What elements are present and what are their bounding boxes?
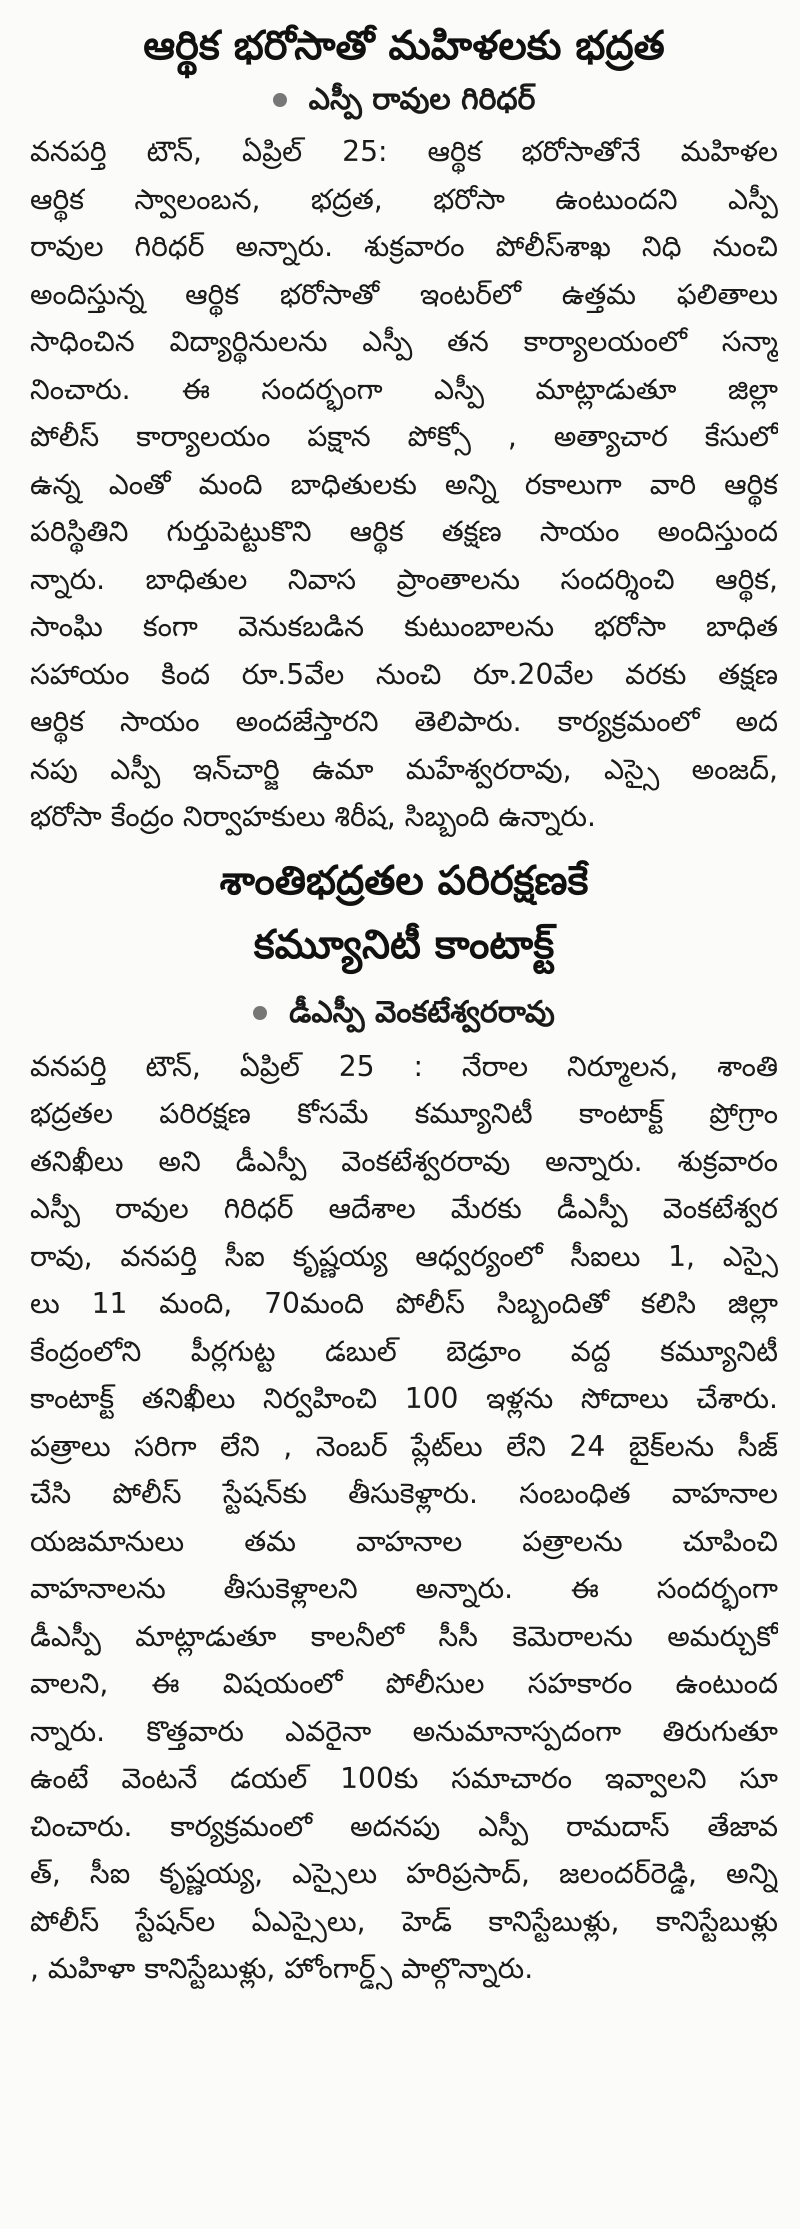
article2-headline [30,849,778,977]
bullet-icon [253,1006,267,1020]
article2-line: చేసి పోలీస్ స్టేషన్‌కు తీసుకెళ్లారు. సంబంధిత వాహనాల [30,1477,778,1510]
article2-line: వాలని, ఈ విషయంలో పోలీసుల సహకారం ఉంటుంద [30,1667,778,1700]
article2-line: , మహిళా కానిస్టేబుళ్లు, హోంగార్డ్స్ పాల్గొన్నారు. [30,1952,534,1985]
article2-line: ఎస్పీ రావుల గిరిధర్ ఆదేశాల మేరకు డీఎస్పీ వెంకటేశ్వర [30,1192,778,1225]
article2-byline-text: డీఎస్పీ వెంకటేశ్వరరావు [289,994,555,1030]
article1-line: సాధించిన విద్యార్థినులను ఎస్పీ తన కార్యాలయంలో సన్మా [30,325,778,358]
article2-line: తనిఖీలు అని డీఎస్పీ వెంకటేశ్వరరావు అన్నారు. శుక్రవారం [30,1144,778,1178]
article1-line: అందిస్తున్న ఆర్థిక భరోసాతో ఇంటర్‌లో ఉత్తమ ఫలితాలు [30,277,778,311]
article2-byline [30,991,778,1035]
article2-line: ఉంటే వెంటనే డయల్ 100కు సమాచారం ఇవ్వాలని సూ [30,1762,778,1795]
bullet-icon [273,93,287,107]
article2-line: కాంటాక్ట్ తనిఖీలు నిర్వహించి 100 ఇళ్లను సోదాలు చేశారు. [30,1382,778,1415]
article1-line: ఉన్న ఎంతో మంది బాధితులకు అన్ని రకాలుగా వారి ఆర్థిక [30,467,778,501]
article2-line: కేంద్రంలోని పీర్లగుట్ట డబుల్ బెడ్రూం వద్ద కమ్యూనిటీ [30,1334,778,1368]
article1-line: ఆర్థిక సాయం అందజేస్తారని తెలిపారు. కార్యక్రమంలో అద [30,705,778,738]
article2-line: రావు, వనపర్తి సీఐ కృష్ణయ్య ఆధ్వర్యంలో సీఐలు 1, ఎస్సై [30,1239,778,1273]
article1-line: పరిస్థితిని గుర్తుపెట్టుకొని ఆర్థిక తక్షణ సాయం అందిస్తుంద [30,515,778,548]
article1-body [30,128,778,841]
article2-line: లు 11 మంది, 70మంది పోలీస్ సిబ్బందితో కలిసి జిల్లా [30,1287,778,1320]
article2-line: భద్రతల పరిరక్షణ కోసమే కమ్యూనిటీ కాంటాక్ట్ ప్రోగ్రాం [30,1097,778,1130]
article1-line: ఆర్థిక స్వాలంబన, భద్రత, భరోసా ఉంటుందని ఎస్పీ [30,182,778,216]
article1-line: భరోసా కేంద్రం నిర్వాహకులు శిరీష, సిబ్బంది ఉన్నారు. [30,800,596,833]
article2-line: వాహనాలను తీసుకెళ్లాలని అన్నారు. ఈ సందర్భంగా [30,1572,778,1605]
article2-line: త్, సీఐ కృష్ణయ్య, ఎస్సైలు హరిప్రసాద్, జలందర్‌రెడ్డి, అన్ని [30,1857,778,1890]
article1-line: రావుల గిరిధర్ అన్నారు. శుక్రవారం పోలీస్‌శాఖ నిధి నుంచి [30,230,778,263]
article2-line: న్నారు. కొత్తవారు ఎవరైనా అనుమానాస్పదంగా తిరుగుతూ [30,1714,778,1748]
article1-byline-text: ఎస్పీ రావుల గిరిధర్ [308,82,536,117]
article2-headline-line2: కమ్యూనిటీ కాంటాక్ట్ [253,921,555,968]
article2-body [30,1043,778,1993]
article1-byline [30,78,778,122]
article2-line: డీఎస్పీ మాట్లాడుతూ కాలనీలో సీసీ కెమెరాలను అమర్చుకో [30,1619,778,1653]
article1-line: నపు ఎస్పీ ఇన్‌చార్జి ఉమా మహేశ్వరరావు, ఎస్సై అంజద్, [30,752,778,786]
article2-line: యజమానులు తమ వాహనాల పత్రాలను చూపించి [30,1524,778,1558]
article1-line: నించారు. ఈ సందర్భంగా ఎస్పీ మాట్లాడుతూ జిల్లా [30,372,778,406]
article2-line: చించారు. కార్యక్రమంలో అదనపు ఎస్పీ రామదాస్ తేజావ [30,1809,778,1843]
article1-line: సాంఘి కంగా వెనుకబడిన కుటుంబాలను భరోసా బాధిత [30,610,778,643]
article1-line: సహాయం కింద రూ.5వేల నుంచి రూ.20వేల వరకు తక్షణ [30,657,778,691]
article1-headline: ఆర్థిక భరోసాతో మహిళలకు భద్రత [143,23,665,69]
article1-line: వనపర్తి టౌన్, ఏప్రిల్ 25: ఆర్థిక భరోసాతోనే మహిళల [30,135,778,168]
article2-line: వనపర్తి టౌన్, ఏప్రిల్ 25 : నేరాల నిర్మూలన, శాంతి [30,1049,778,1083]
article2-line: పత్రాలు సరిగా లేని , నెంబర్ ప్లేట్‌లు లేని 24 బైక్‌లను సీజ్ [30,1429,778,1463]
article2-headline-line1: శాంతిభద్రతల పరిరక్షణకే [219,857,589,904]
article1-line: పోలీస్ కార్యాలయం పక్షాన పోక్సో , అత్యాచార కేసులో [30,420,778,453]
article2-line: పోలీస్ స్టేషన్‌ల ఏఎస్సైలు, హెడ్ కానిస్టేబుళ్లు, కానిస్టేబుళ్లు [30,1904,778,1938]
article1-line: న్నారు. బాధితుల నివాస ప్రాంతాలను సందర్శించి ఆర్థిక, [30,562,778,596]
